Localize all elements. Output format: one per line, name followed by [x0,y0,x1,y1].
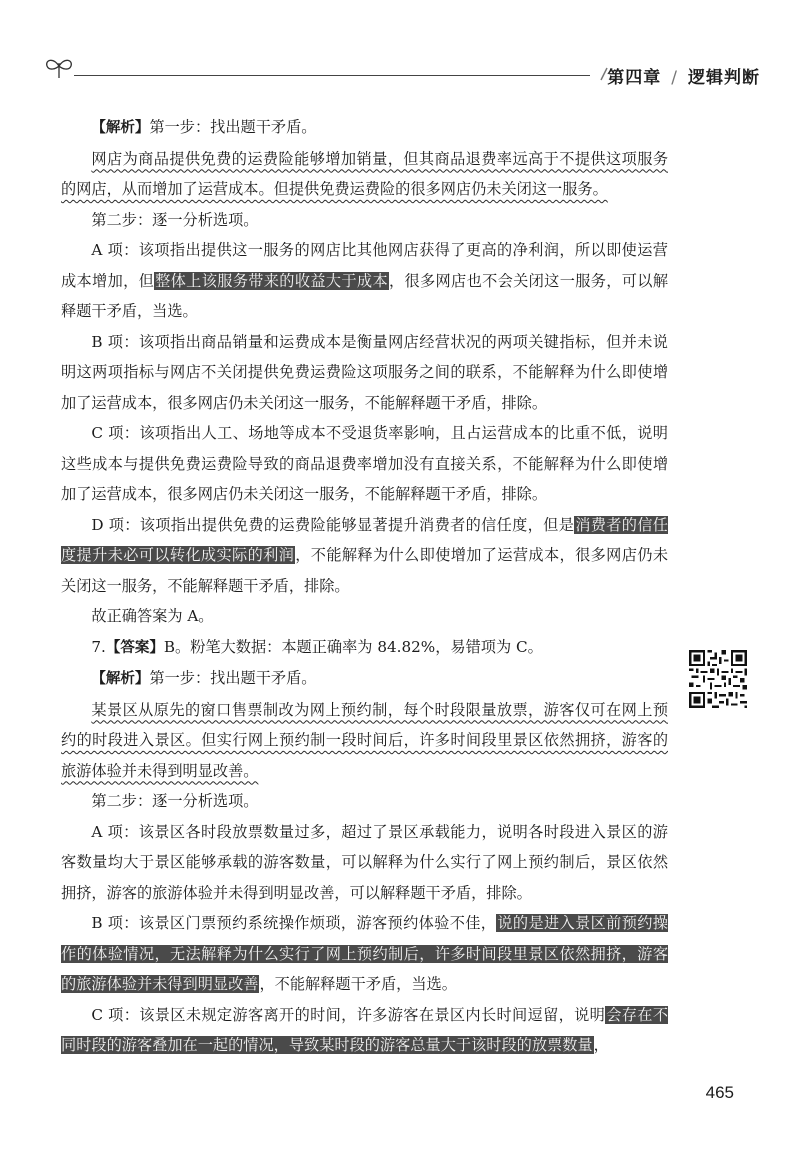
analysis-step-2-q7 [61,786,668,817]
paragraph-text: C 项：该景区未规定游客离开的时间，许多游客在景区内长时间逗留，说明 [91,1005,606,1024]
qr-code-icon[interactable] [689,650,747,708]
analysis-step-2-q6 [61,205,668,236]
paragraph-text: 第二步：逐一分析选项。 [91,210,259,229]
chapter-heading [607,63,760,88]
paragraph-text: B 项：该景区门票预约系统操作烦琐，游客预约体验不佳， [91,914,497,932]
option-d-q6 [61,510,668,602]
answer-conclusion-q6 [61,601,668,632]
option-c-q6 [61,418,668,510]
underlined-text: 网店为商品提供免费的运费险能够增加销量，但其商品退费率远高于不提供这项服务的网店，从而增加了运营成本。但提供免费运费险的很多网店仍未关闭这一服务。 [61,149,668,198]
paragraph-text: C 项：该项指出人工、场地等成本不受退货率影响，且占运营成本的比重不低，说明这些成本与提供免费运费险导致的商品退费率增加没有直接关系，不能解释为什么即使增加了运营成本，很多网店仍未关闭这一服务，不能解释题干矛盾，排除。 [61,424,668,503]
chapter-separator: / [671,68,678,88]
sprout-icon [44,54,74,80]
option-c-q7 [61,1000,668,1061]
page-number: 465 [705,1083,734,1102]
highlighted-text: 整体上该服务带来的收益大于成本 [155,271,388,290]
answer-label: 【答案】 [105,639,164,656]
paragraph-text: 第一步：找出题干矛盾。 [149,118,317,136]
underlined-text: 某景区从原先的窗口售票制改为网上预约制，每个时段限量放票，游客仅可在网上预约的时段进入景区。但实行网上预约制一段时间后，许多时间段里景区依然拥挤，游客的旅游体验并未得到明显改善。 [61,700,668,780]
page-body [61,112,668,1061]
analysis-label: 【解析】 [91,671,150,687]
paragraph-text: 故正确答案为 A。 [91,607,214,625]
option-b-q6 [61,327,668,419]
paragraph-text: ，很多网店也不会关闭这一服务，可以解释题干矛盾，当选。 [61,271,669,320]
paragraph-text: ，不能解释题干矛盾，当选。 [259,975,457,993]
analysis-step-1-q6 [61,112,668,144]
option-b-q7 [61,908,668,1000]
chapter-number: 第四章 [607,68,662,88]
header-rule [74,75,590,76]
answer-q7 [61,632,668,664]
analysis-label: 【解析】 [91,120,150,136]
paragraph-text: B 项：该项指出商品销量和运费成本是衡量网店经营状况的两项关键指标，但并未说明这两项指标与网店不关闭提供免费运费险这项服务之间的联系，不能解释为什么即使增加了运营成本，很多网店仍未关闭这一服务，不能解释题干矛盾，排除。 [61,332,668,412]
question-number: 7. [91,637,106,656]
paragraph-text: A 项：该项指出提供这一服务的网店比其他网店获得了更高的净利润，所以即使运营成本增加，但 [61,241,668,290]
paragraph-text: A 项：该景区各时段放票数量过多，超过了景区承载能力，说明各时段进入景区的游客数量均大于景区能够承载的游客数量，可以解释为什么实行了网上预约制后，景区依然拥挤，游客的旅游体验并未得到明显改善，可以解释题干矛盾，排除。 [61,822,668,902]
running-header [40,50,760,90]
analysis-step-1-q7 [61,663,668,695]
paragraph-text: B。粉笔大数据：本题正确率为 84.82%，易错项为 C。 [163,637,543,656]
highlighted-text: 说的是进入景区前预约操作的体验情况，无法解释为什么实行了网上预约制后，许多时间段里景区依然拥挤，游客的旅游体验并未得到明显改善 [61,914,668,993]
contradiction-q6 [61,144,668,205]
contradiction-q7 [61,695,668,787]
paragraph-text: ，不能解释为什么即使增加了运营成本，很多网店仍未关闭这一服务，不能解释题干矛盾，排除。 [61,546,669,595]
option-a-q6 [61,235,668,327]
paragraph-text: ， [593,1036,609,1054]
paragraph-text: 第一步：找出题干矛盾。 [149,669,317,687]
chapter-title: 逻辑判断 [688,68,760,88]
paragraph-text: 第二步：逐一分析选项。 [91,792,259,810]
option-a-q7 [61,817,668,909]
paragraph-text: D 项：该项指出提供免费的运费险能够显著提升消费者的信任度，但是 [91,515,575,534]
highlighted-text: 会存在不同时段的游客叠加在一起的情况，导致某时段的游客总量大于该时段的放票数量 [61,1005,669,1054]
highlighted-text: 消费者的信任度提升未必可以转化成实际的利润 [61,515,668,564]
